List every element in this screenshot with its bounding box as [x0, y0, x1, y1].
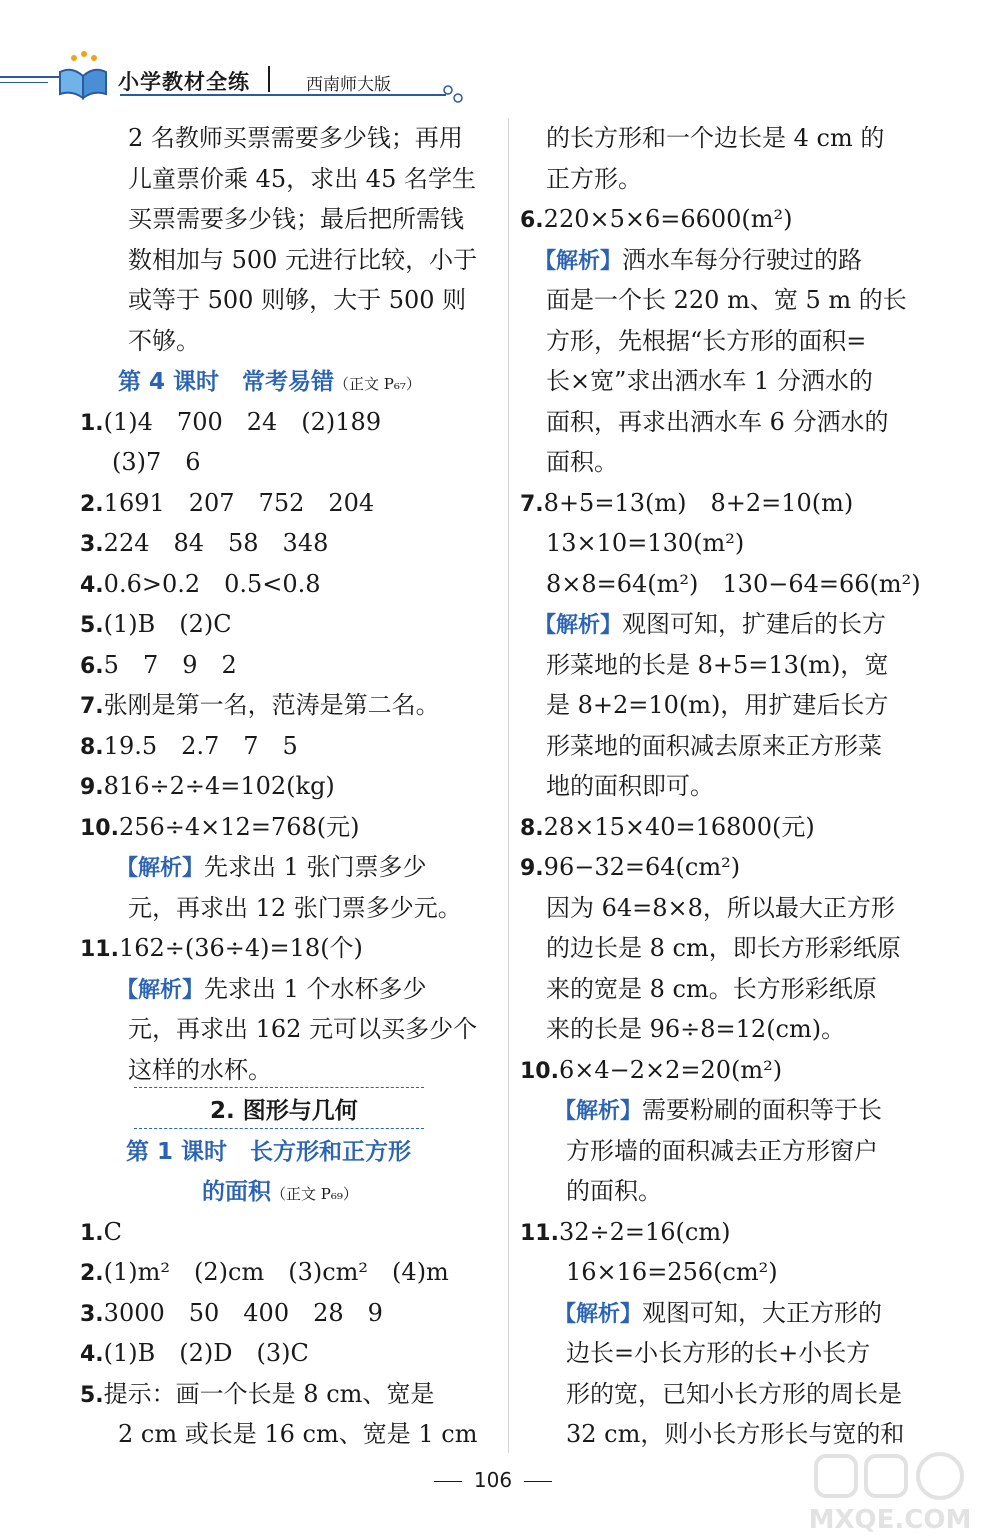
section-rule-top — [134, 1087, 424, 1088]
answer-item — [80, 928, 363, 968]
analysis-text: 先求出 1 个水杯多少 — [204, 974, 427, 1003]
item-number: 6. — [520, 208, 544, 233]
header-ornament-icon — [440, 80, 468, 108]
book-logo-icon — [52, 50, 114, 106]
answer-item — [80, 685, 440, 725]
item-text: 32÷2=16(cm) — [558, 1217, 731, 1246]
text-line: 的面积。 — [566, 1177, 662, 1205]
item-number: 1. — [80, 410, 104, 436]
item-number: 6. — [80, 653, 104, 679]
answer-item — [520, 1212, 730, 1252]
analysis-line — [116, 969, 427, 1009]
item-text: 1691 207 752 204 — [103, 488, 375, 517]
text-line: 形菜地的长是 8+5=13(m)，宽 — [546, 650, 889, 679]
watermark-text: MXQE.COM — [808, 1505, 972, 1535]
analysis-line — [554, 1293, 882, 1333]
text-line: 边长=小长方形的长+小长方 — [566, 1339, 871, 1367]
text-line: 13×10=130(m²) — [546, 529, 745, 557]
answer-item — [80, 726, 298, 766]
item-text: 220×5×6=6600(m²) — [543, 205, 793, 233]
item-number: 11. — [520, 1220, 559, 1246]
analysis-text: 洒水车每分行驶过的路 — [622, 245, 863, 274]
item-text: 96−32=64(cm²) — [543, 853, 741, 881]
item-text: 3000 50 400 28 9 — [103, 1298, 383, 1327]
text-line: 方形，先根据“长方形的面积= — [546, 326, 867, 355]
item-number: 2. — [80, 1261, 104, 1286]
text-line: 32 cm，则小长方形长与宽的和 — [566, 1420, 905, 1448]
text-line: 来的长是 96÷8=12(cm)。 — [546, 1015, 846, 1043]
item-number: 8. — [520, 815, 544, 841]
answer-item — [80, 402, 381, 442]
item-number: 10. — [80, 815, 119, 841]
item-text: (1)B (2)D (3)C — [103, 1339, 309, 1367]
answer-item — [80, 1212, 122, 1252]
text-line: 长×宽”求出洒水车 1 分洒水的 — [546, 367, 873, 395]
answer-item — [80, 645, 237, 685]
text-line: 面积。 — [546, 448, 618, 476]
text-line: 是 8+2=10(m)，用扩建后长方 — [546, 691, 889, 719]
item-text: 6×4−2×2=20(m²) — [558, 1055, 783, 1084]
analysis-text: 观图可知，大正方形的 — [642, 1298, 883, 1327]
answer-item — [520, 807, 815, 847]
answer-item — [520, 847, 740, 887]
page-number-text: 106 — [473, 1468, 513, 1492]
text-line: 面积，再求出洒水车 6 分洒水的 — [546, 407, 889, 436]
item-number: 4. — [80, 572, 104, 598]
item-number: 7. — [520, 491, 544, 517]
answer-item — [80, 1374, 434, 1414]
text-line: 的边长是 8 cm，即长方形彩纸原 — [546, 934, 901, 962]
text-line: 的长方形和一个边长是 4 cm 的 — [546, 124, 885, 152]
header-left-rule-thin — [0, 82, 48, 83]
analysis-line — [534, 604, 886, 644]
item-text: (1)4 700 24 (2)189 — [103, 407, 382, 436]
analysis-tag: 【解析】 — [534, 248, 623, 274]
lesson-title: 第 4 课时 常考易错 — [118, 369, 335, 395]
lesson-title: 第 1 课时 长方形和正方形 — [126, 1138, 412, 1165]
text-line: 2 cm 或长是 16 cm、宽是 1 cm — [118, 1420, 478, 1448]
item-text: 张刚是第一名，范涛是第二名。 — [103, 691, 440, 719]
text-line: 儿童票价乘 45，求出 45 名学生 — [128, 164, 476, 193]
lesson-page-ref: （正文 P₆₇） — [334, 375, 421, 393]
watermark-logo — [800, 1452, 980, 1536]
header-left-rule — [0, 76, 60, 78]
answer-item — [520, 199, 793, 239]
item-text: 0.6>0.2 0.5<0.8 — [103, 569, 321, 598]
lesson-title: 的面积 — [202, 1179, 271, 1205]
item-number: 4. — [80, 1342, 104, 1367]
text-line: 形的宽，已知小长方形的周长是 — [566, 1379, 902, 1408]
item-number: 11. — [80, 937, 119, 962]
item-text: (1)B (2)C — [103, 610, 232, 638]
text-line: 16×16=256(cm²) — [566, 1258, 778, 1286]
item-text: 8+5=13(m) 8+2=10(m) — [543, 488, 854, 517]
analysis-line — [116, 847, 427, 887]
section-title: 2. 图形与几何 — [210, 1098, 358, 1124]
text-line: 方形墙的面积减去正方形窗户 — [566, 1136, 878, 1165]
answer-item — [80, 1333, 309, 1373]
text-line: 买票需要多少钱；最后把所需钱 — [128, 205, 464, 233]
text-line: 地的面积即可。 — [546, 772, 714, 800]
text-line: 正方形。 — [546, 164, 642, 193]
lesson-heading — [202, 1171, 358, 1211]
analysis-text: 观图可知，扩建后的长方 — [622, 610, 887, 638]
analysis-text: 先求出 1 张门票多少 — [204, 853, 427, 881]
answer-item — [80, 766, 335, 806]
analysis-tag: 【解析】 — [554, 1301, 643, 1327]
item-number: 5. — [80, 613, 104, 638]
answer-item — [80, 523, 328, 563]
item-number: 3. — [80, 532, 104, 557]
text-line: 元，再求出 162 元可以买多少个 — [128, 1015, 478, 1043]
lesson-heading — [126, 1131, 411, 1171]
text-line: 或等于 500 则够，大于 500 则 — [128, 286, 467, 314]
item-number: 2. — [80, 491, 104, 517]
item-number: 8. — [80, 734, 104, 760]
text-line: 因为 64=8×8，所以最大正方形 — [546, 893, 895, 922]
edition-label: 西南师大版 — [306, 75, 391, 95]
text-line: 形菜地的面积减去原来正方形菜 — [546, 731, 882, 760]
answer-item — [80, 807, 359, 847]
answer-item — [80, 604, 232, 644]
brand-title: 小学教材全练 — [118, 70, 250, 94]
analysis-tag: 【解析】 — [116, 977, 205, 1003]
item-text: 提示：画一个长是 8 cm、宽是 — [103, 1379, 435, 1408]
text-line: 来的宽是 8 cm。长方形彩纸原 — [546, 974, 877, 1003]
item-number: 9. — [80, 775, 104, 800]
column-divider — [508, 118, 509, 1453]
text-line: (3)7 6 — [112, 448, 201, 476]
analysis-line — [554, 1090, 882, 1130]
item-number: 1. — [80, 1220, 104, 1246]
text-line: 元，再求出 12 张门票多少元。 — [128, 893, 462, 922]
header-divider — [268, 66, 270, 92]
lesson-heading — [118, 361, 421, 401]
analysis-tag: 【解析】 — [116, 856, 205, 881]
text-line: 不够。 — [128, 326, 200, 355]
text-line: 数相加与 500 元进行比较，小于 — [128, 245, 478, 274]
section-heading — [210, 1090, 358, 1130]
item-number: 10. — [520, 1058, 559, 1084]
answer-item — [80, 1293, 383, 1333]
item-text: (1)m² (2)cm (3)cm² (4)m — [103, 1258, 449, 1286]
answer-item — [80, 1252, 449, 1292]
lesson-page-ref: （正文 P₆₉） — [271, 1185, 358, 1203]
answer-item — [520, 1050, 782, 1090]
analysis-tag: 【解析】 — [534, 613, 623, 638]
answer-item — [520, 483, 853, 523]
item-text: 28×15×40=16800(元) — [543, 812, 815, 841]
item-text: 816÷2÷4=102(kg) — [103, 772, 335, 800]
text-line: 2 名教师买票需要多少钱；再用 — [128, 124, 463, 152]
answer-item — [80, 564, 321, 604]
text-line: 这样的水杯。 — [128, 1055, 272, 1084]
item-text: C — [103, 1217, 123, 1246]
item-text: 5 7 9 2 — [103, 650, 237, 679]
item-number: 3. — [80, 1301, 104, 1327]
item-number: 7. — [80, 694, 104, 719]
item-text: 224 84 58 348 — [103, 529, 329, 557]
analysis-text: 需要粉刷的面积等于长 — [642, 1096, 883, 1124]
item-text: 19.5 2.7 7 5 — [103, 731, 298, 760]
text-line: 8×8=64(m²) 130−64=66(m²) — [546, 569, 921, 598]
answer-item — [80, 483, 374, 523]
item-text: 256÷4×12=768(元) — [118, 812, 360, 841]
analysis-tag: 【解析】 — [554, 1099, 643, 1124]
item-number: 5. — [80, 1382, 104, 1408]
item-number: 9. — [520, 856, 544, 881]
item-text: 162÷(36÷4)=18(个) — [118, 934, 363, 962]
analysis-line — [534, 240, 862, 280]
text-line: 面是一个长 220 m、宽 5 m 的长 — [546, 286, 907, 314]
